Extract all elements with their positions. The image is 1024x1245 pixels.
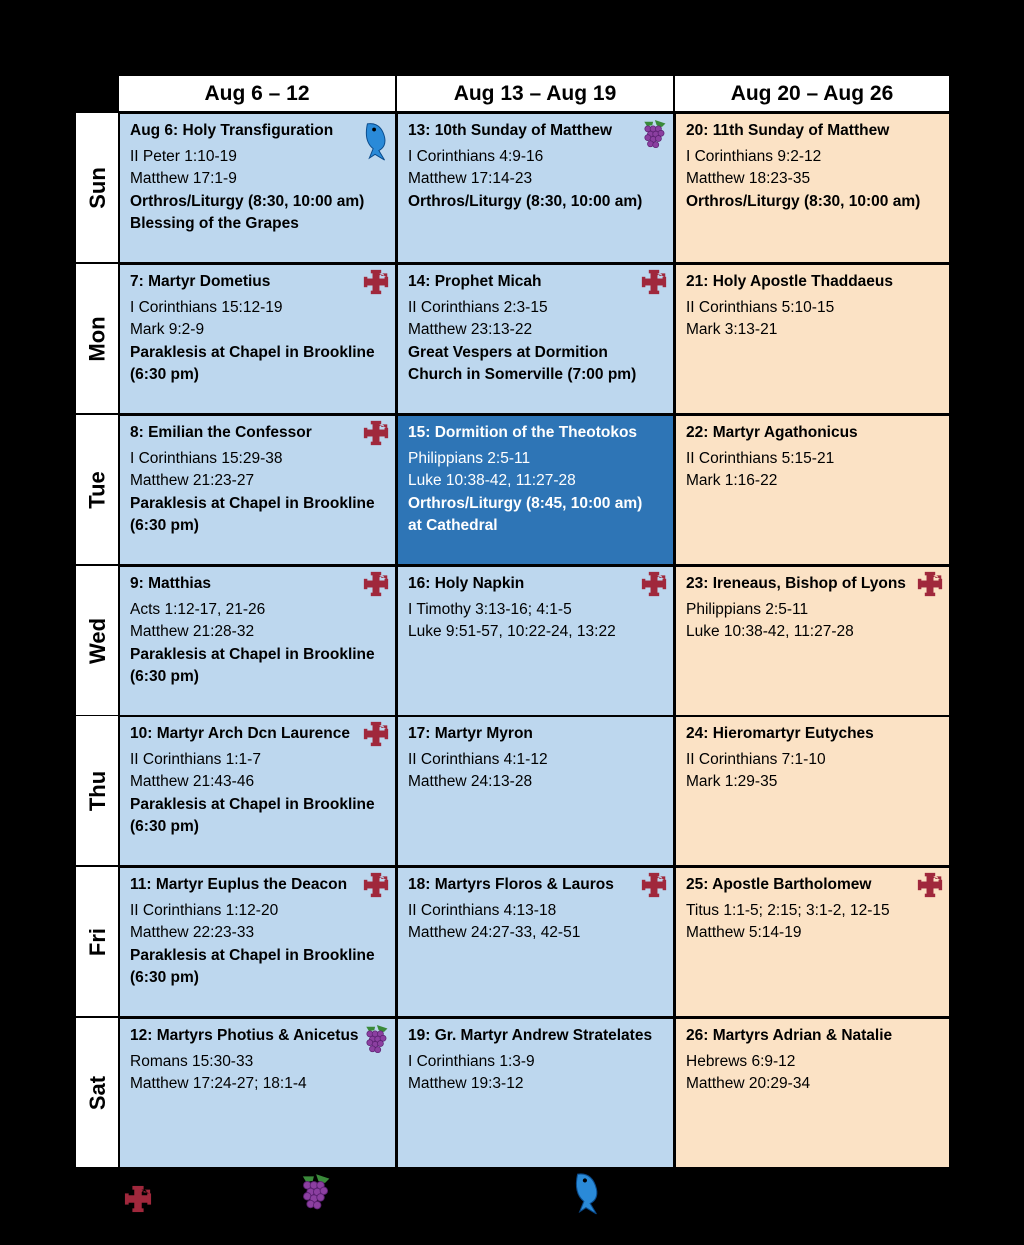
day-label-text: Thu [84,770,110,811]
scripture-reading: Mark 3:13-21 [686,321,778,338]
calendar-cell [398,868,673,1016]
cross-icon [917,571,943,605]
scripture-reading: Matthew 21:43-46 [130,773,255,790]
feast-title: 11: Martyr Euplus the Deacon [130,876,348,893]
calendar-cell [120,1019,395,1167]
week-header: Aug 20 – Aug 26 [674,75,950,112]
calendar-cell [120,416,395,564]
calendar-cell [120,717,395,865]
scripture-reading: Matthew 21:23-27 [130,472,255,489]
scripture-reading: I Corinthians 9:2-12 [686,147,822,165]
day-label-text: Tue [84,470,110,509]
scripture-reading: Acts 1:12-17, 21-26 [130,600,266,618]
feast-title: 13: 10th Sunday of Matthew [408,122,613,139]
feast-title: 25: Apostle Bartholomew [686,876,872,893]
scripture-reading: Matthew 22:23-33 [130,924,255,941]
grapes-icon [361,1023,391,1065]
scripture-reading: II Corinthians 2:3-15 [408,298,548,316]
calendar-cell [120,265,395,413]
cross-icon [363,721,389,755]
scripture-reading: Titus 1:1-5; 2:15; 3:1-2, 12-15 [686,901,890,919]
day-label-text: Sat [85,1075,110,1110]
feast-title: 9: Matthias [130,575,211,592]
scripture-reading: II Corinthians 1:1-7 [130,750,261,768]
scripture-reading: Mark 9:2-9 [130,321,205,338]
service-info: (6:30 pm) [130,969,199,986]
scripture-reading: Matthew 24:27-33, 42-51 [408,924,581,941]
scripture-reading: II Corinthians 5:10-15 [686,298,835,316]
feast-title: 17: Martyr Myron [408,725,533,742]
feast-title: Aug 6: Holy Transfiguration [130,122,334,139]
scripture-reading: Matthew 5:14-19 [686,924,802,941]
scripture-reading: I Corinthians 4:9-16 [408,147,544,165]
day-label [76,113,120,262]
feast-title: 16: Holy Napkin [408,575,525,592]
service-info: Great Vespers at Dormition [408,343,608,361]
day-label [76,566,120,715]
service-info: Paraklesis at Chapel in Brookline [130,343,375,361]
scripture-reading: Luke 10:38-42, 11:27-28 [408,472,576,489]
service-info: Paraklesis at Chapel in Brookline [130,946,375,964]
feast-title: 23: Ireneaus, Bishop of Lyons [686,575,906,592]
scripture-reading: Luke 9:51-57, 10:22-24, 13:22 [408,623,616,640]
service-info: Orthros/Liturgy (8:45, 10:00 am) [408,494,643,512]
scripture-reading: Matthew 21:28-32 [130,623,255,640]
service-info: Orthros/Liturgy (8:30, 10:00 am) [408,192,643,210]
cross-icon [641,872,667,906]
cross-icon [363,420,389,454]
fish-icon [361,120,391,170]
scripture-reading: II Corinthians 4:1-12 [408,750,548,768]
calendar-cell [398,567,673,715]
feast-title: 8: Emilian the Confessor [130,424,312,441]
cross-icon [363,269,389,303]
calendar-cell [120,567,395,715]
scripture-reading: Hebrews 6:9-12 [686,1052,796,1070]
scripture-reading: Matthew 20:29-34 [686,1075,811,1092]
grapes-icon [639,118,669,160]
scripture-reading: I Corinthians 15:29-38 [130,449,283,467]
scripture-reading: Philippians 2:5-11 [686,600,809,618]
feast-title: 18: Martyrs Floros & Lauros [408,876,614,893]
calendar-cell [120,114,395,262]
feast-title: 24: Hieromartyr Eutyches [686,725,874,742]
cross-icon [363,872,389,906]
day-label [76,264,120,413]
scripture-reading: Matthew 24:13-28 [408,773,533,790]
scripture-reading: Matthew 23:13-22 [408,321,533,338]
day-label-text: Wed [85,617,111,664]
scripture-reading: Matthew 17:1-9 [130,170,237,187]
feast-title: 14: Prophet Micah [408,273,542,290]
scripture-reading: Matthew 19:3-12 [408,1075,524,1092]
scripture-reading: Matthew 17:24-27; 18:1-4 [130,1075,307,1092]
day-label-text: Sun [85,166,110,209]
day-label [76,716,120,865]
scripture-reading: Mark 1:29-35 [686,773,778,790]
calendar-cell [398,1019,673,1167]
scripture-reading: II Corinthians 5:15-21 [686,449,835,467]
calendar-cell [676,868,949,1016]
scripture-reading: II Peter 1:10-19 [130,147,237,165]
calendar-cell [398,717,673,865]
scripture-reading: Mark 1:16-22 [686,472,778,489]
service-info: (6:30 pm) [130,818,199,835]
scripture-reading: Romans 15:30-33 [130,1052,254,1070]
feast-title: 10: Martyr Arch Dcn Laurence [130,725,350,742]
feast-title: 15: Dormition of the Theotokos [408,424,638,441]
cross-icon [641,269,667,303]
service-info: (6:30 pm) [130,517,199,534]
feast-title: 22: Martyr Agathonicus [686,424,858,441]
legend-fish-icon [570,1170,604,1230]
scripture-reading: II Corinthians 4:13-18 [408,901,557,919]
calendar-cell [398,265,673,413]
service-info: Paraklesis at Chapel in Brookline [130,795,375,813]
calendar-cell [120,868,395,1016]
day-label [76,867,120,1016]
feast-title: 7: Martyr Dometius [130,273,271,290]
service-info: Orthros/Liturgy (8:30, 10:00 am) [130,192,365,210]
calendar-cell [676,114,949,262]
service-info: Orthros/Liturgy (8:30, 10:00 am) [686,192,921,210]
scripture-reading: I Timothy 3:13-16; 4:1-5 [408,600,572,618]
calendar-cell [398,416,673,564]
scripture-reading: Matthew 17:14-23 [408,170,533,187]
calendar-grid [118,112,953,1168]
service-info: Church in Somerville (7:00 pm) [408,366,637,383]
week-header: Aug 13 – Aug 19 [396,75,674,112]
week-header: Aug 6 – 12 [118,75,396,112]
day-label-text: Fri [85,927,110,956]
calendar-cell [676,416,949,564]
day-label [76,1018,120,1167]
service-info: at Cathedral [408,517,498,534]
service-info: (6:30 pm) [130,668,199,685]
calendar-cell [676,265,949,413]
feast-title: 21: Holy Apostle Thaddaeus [686,273,893,290]
feast-title: 20: 11th Sunday of Matthew [686,122,890,139]
calendar-cell [676,717,949,865]
service-info: (6:30 pm) [130,366,199,383]
feast-title: 26: Martyrs Adrian & Natalie [686,1027,893,1044]
feast-title: 19: Gr. Martyr Andrew Stratelates [408,1027,653,1044]
calendar-cell [676,1019,949,1167]
legend-grapes-icon [296,1172,334,1232]
service-info: Paraklesis at Chapel in Brookline [130,494,375,512]
scripture-reading: I Corinthians 15:12-19 [130,298,283,316]
scripture-reading: II Corinthians 7:1-10 [686,750,826,768]
legend-cross-icon [124,1185,152,1245]
day-label-text: Mon [85,315,111,362]
scripture-reading: Philippians 2:5-11 [408,449,531,467]
scripture-reading: II Corinthians 1:12-20 [130,901,279,919]
service-info: Paraklesis at Chapel in Brookline [130,645,375,663]
scripture-reading: I Corinthians 1:3-9 [408,1052,535,1070]
cross-icon [917,872,943,906]
day-label [76,415,120,564]
feast-title: 12: Martyrs Photius & Anicetus [130,1027,359,1044]
service-info: Blessing of the Grapes [130,215,299,232]
calendar-cell [398,114,673,262]
scripture-reading: Matthew 18:23-35 [686,170,811,187]
scripture-reading: Luke 10:38-42, 11:27-28 [686,623,854,640]
cross-icon [641,571,667,605]
cross-icon [363,571,389,605]
calendar-cell [676,567,949,715]
